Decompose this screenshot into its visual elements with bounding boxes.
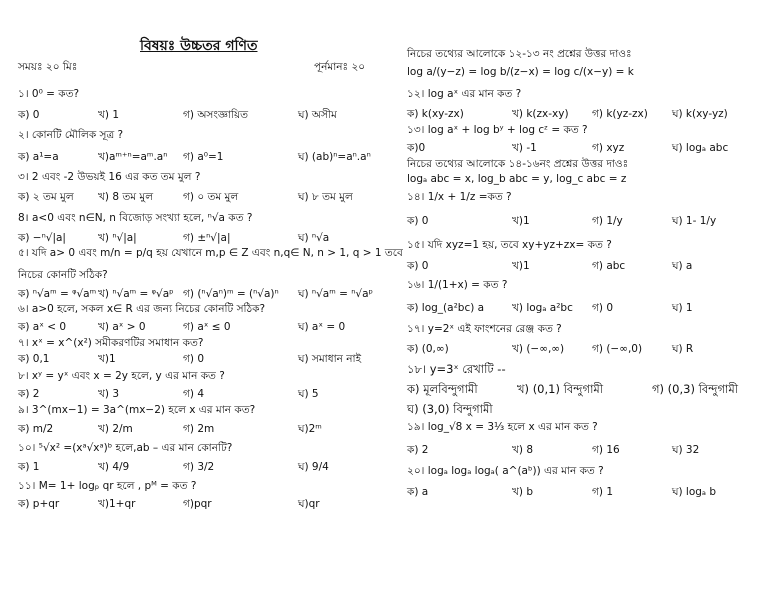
answer-option[interactable]: খ) ⁿ√|a| (98, 232, 137, 244)
answer-option[interactable]: ক) 0 (407, 215, 429, 227)
answer-option[interactable]: ঘ) logₐ abc (672, 142, 729, 154)
answer-option[interactable]: গ) a⁰=1 (183, 151, 224, 163)
question-text: ১১। M= 1+ logₚ qr হলে , pᴹ = কত ? (18, 480, 197, 492)
answer-option[interactable]: গ) 3/2 (183, 461, 215, 473)
question-text: ২। কোনটি মৌলিক সূত্র ? (18, 129, 124, 141)
answer-option[interactable]: ক) a¹=a (18, 151, 59, 163)
options-row (407, 214, 757, 228)
answer-option[interactable]: খ) k(zx-xy) (512, 108, 569, 120)
answer-option[interactable]: খ) b (512, 486, 533, 498)
answer-option[interactable]: ক) মূলবিন্দুগামী (407, 382, 478, 396)
answer-option[interactable]: ঘ) ৮ তম মুল (298, 191, 353, 203)
question-text: নিচের কোনটি সঠিক? (18, 269, 108, 281)
question-text: ৩। 2 এবং -2 উভয়ই 16 এর কত তম মুল ? (18, 171, 201, 183)
answer-option[interactable]: গ) (ⁿ√aⁿ)ᵐ = (ⁿ√a)ⁿ (183, 288, 279, 300)
answer-option[interactable]: ক) aˣ < 0 (18, 321, 67, 333)
question-text: log a/(y−z) = log b/(z−x) = log c/(x−y) = k (407, 66, 634, 78)
answer-option[interactable]: ঘ) 9/4 (298, 461, 329, 473)
answer-option[interactable]: গ) ±ⁿ√|a| (183, 232, 231, 244)
answer-option[interactable]: খ)1 (512, 215, 530, 227)
marks-label: পূর্নমানঃ ২০ (314, 61, 366, 73)
answer-option[interactable]: খ)1 (512, 260, 530, 272)
answer-option[interactable]: খ) 3 (98, 388, 120, 400)
answer-option[interactable]: ঘ)qr (298, 498, 320, 510)
answer-option[interactable]: ক) 2 (18, 388, 40, 400)
options-row (407, 107, 757, 121)
answer-option[interactable]: গ) 16 (592, 444, 620, 456)
answer-option[interactable]: ঘ) (ab)ⁿ=aⁿ.aⁿ (298, 151, 371, 163)
answer-option[interactable]: গ) 4 (183, 388, 204, 400)
answer-option[interactable]: ঘ) সমাধান নাই (298, 353, 362, 365)
answer-option[interactable]: গ) 1 (592, 486, 613, 498)
options-row (18, 422, 378, 436)
answer-option[interactable]: ক)0 (407, 142, 426, 154)
answer-option[interactable]: ক) −ⁿ√|a| (18, 232, 66, 244)
answer-option[interactable]: ক) 0,1 (18, 353, 50, 365)
question-text: ১৬। 1/(1+x) = কত ? (407, 279, 508, 291)
options-row (407, 485, 757, 499)
question-text: ঘ) (3,0) বিন্দুগামী (407, 402, 493, 416)
options-row (18, 460, 378, 474)
answer-option[interactable]: গ) 0 (592, 302, 613, 314)
answer-option[interactable]: গ) 2m (183, 423, 215, 435)
answer-option[interactable]: ক) a (407, 486, 429, 498)
answer-option[interactable]: ঘ) R (672, 343, 694, 355)
answer-option[interactable]: ঘ) ⁿ√a (298, 232, 330, 244)
answer-option[interactable]: খ)1 (98, 353, 116, 365)
question-text: নিচের তথ্যের আলোকে ১৪-১৬নং প্রশ্নের উত্তর দাওঃ (407, 158, 629, 170)
answer-option[interactable]: ঘ) 1 (672, 302, 693, 314)
question-text: ১৪। 1/x + 1/z =কত ? (407, 191, 512, 203)
question-text: নিচের তথ্যের আলোকে ১২-১৩ নং প্রশ্নের উত্তর দাওঃ (407, 48, 632, 60)
answer-option[interactable]: খ) (0,1) বিন্দুগামী (517, 382, 604, 396)
answer-option[interactable]: ক) (0,∞) (407, 343, 449, 355)
answer-option[interactable]: গ) ০ তম মুল (183, 191, 239, 203)
options-row (407, 141, 757, 155)
answer-option[interactable]: ঘ) 1- 1/y (672, 215, 717, 227)
question-text: ১৫। যদি xyz=1 হয়, তবে xy+yz+zx= কত ? (407, 239, 612, 251)
question-text: ৫। যদি a> 0 এবং m/n = p/q হয় যেখানে m,p ∈ Z এবং n,q∈ N, n > 1, q > 1 তবে (18, 247, 403, 259)
answer-option[interactable]: গ) xyz (592, 142, 625, 154)
question-text: ৬। a>0 হলে, সকল x∈ R এর জন্য নিচের কোনটি সঠিক? (18, 303, 266, 315)
answer-option[interactable]: গ) অসংজ্ঞায়িত (183, 109, 249, 121)
question-text: ১৭। y=2ˣ এই ফাংশনের রেঞ্জ কত ? (407, 323, 562, 335)
options-row (18, 287, 378, 301)
options-row (407, 381, 757, 395)
question-text: ১। 0⁰ = কত? (18, 88, 80, 100)
answer-option[interactable]: ক) p+qr (18, 498, 60, 510)
time-label: সময়ঃ ২০ মিঃ (18, 61, 78, 73)
answer-option[interactable]: খ) 8 তম মুল (98, 191, 154, 203)
answer-option[interactable]: গ) (−∞,0) (592, 343, 643, 355)
options-row (18, 352, 378, 366)
answer-option[interactable]: ক) 0 (407, 260, 429, 272)
answer-option[interactable]: ঘ) 32 (672, 444, 700, 456)
answer-option[interactable]: ঘ) ⁿ√aᵐ = ⁿ√aᵖ (298, 288, 374, 300)
options-row (407, 443, 757, 457)
answer-option[interactable]: খ) -1 (512, 142, 537, 154)
answer-option[interactable]: ঘ)2ᵐ (298, 423, 322, 435)
answer-option[interactable]: খ) 4/9 (98, 461, 130, 473)
answer-option[interactable]: ক) k(xy-zx) (407, 108, 464, 120)
answer-option[interactable]: খ) 2/m (98, 423, 133, 435)
answer-option[interactable]: ঘ) অসীম (298, 109, 337, 121)
answer-option[interactable]: ঘ) logₐ b (672, 486, 717, 498)
answer-option[interactable]: গ) 0 (183, 353, 204, 365)
options-row (18, 497, 378, 511)
answer-option[interactable]: ক) 1 (18, 461, 40, 473)
answer-option[interactable]: ক) 2 (407, 444, 429, 456)
question-text: logₐ abc = x, log_b abc = y, log_c abc = z (407, 173, 627, 185)
answer-option[interactable]: গ) 1/y (592, 215, 623, 227)
answer-option[interactable]: গ) (0,3) বিন্দুগামী (652, 382, 739, 396)
answer-option[interactable]: ঘ) aˣ = 0 (298, 321, 346, 333)
answer-option[interactable]: খ)1+qr (98, 498, 136, 510)
answer-option[interactable]: খ) 8 (512, 444, 534, 456)
answer-option[interactable]: খ) aˣ > 0 (98, 321, 146, 333)
question-text: ২০। logₐ logₐ logₐ( a^(aᵇ)) এর মান কত ? (407, 465, 604, 477)
options-row (18, 387, 378, 401)
answer-option[interactable]: ক) m/2 (18, 423, 54, 435)
question-text: ৯। 3^(mx−1) = 3a^(mx−2) হলে x এর মান কত? (18, 404, 256, 416)
question-text: ১৮। y=3ˣ রেখাটি -- (407, 362, 506, 376)
answer-option[interactable]: গ) abc (592, 260, 626, 272)
answer-option[interactable]: ক) 0 (18, 109, 40, 121)
question-text: ১৩। log aˣ + log bʸ + log cᶻ = কত ? (407, 124, 588, 136)
options-row (407, 342, 757, 356)
answer-option[interactable]: খ)aᵐ⁺ⁿ=aᵐ.aⁿ (98, 151, 168, 163)
options-row (18, 190, 378, 204)
question-text: ১২। log aˣ এর মান কত ? (407, 88, 522, 100)
options-row (18, 231, 378, 245)
answer-option[interactable]: গ) aˣ ≤ 0 (183, 321, 231, 333)
options-row (407, 301, 757, 315)
question-text: 8। a<0 এবং n∈N, n বিজোড় সংখ্যা হলে, ⁿ√a কত ? (18, 212, 253, 224)
options-row (18, 320, 378, 334)
answer-option[interactable]: গ) k(yz-zx) (592, 108, 648, 120)
options-row (18, 150, 378, 164)
answer-option[interactable]: ঘ) a (672, 260, 693, 272)
answer-option[interactable]: ক) log_(a²bc) a (407, 302, 485, 314)
question-text: ১৯। log_√8 x = 3⅓ হলে x এর মান কত ? (407, 421, 598, 433)
answer-option[interactable]: খ) (−∞,∞) (512, 343, 565, 355)
question-text: ৭। xˣ = x^(x²) সমীকরণটির সমাধান কত? (18, 337, 204, 349)
question-text: ৮। xʸ = yˣ এবং x = 2y হলে, y এর মান কত ? (18, 370, 225, 382)
question-text: ১০। ⁵√x² =(xᵃ√xᵃ)ᵇ হলে,ab – এর মান কোনটি? (18, 442, 233, 454)
answer-option[interactable]: খ) logₐ a²bc (512, 302, 573, 314)
answer-option[interactable]: ক) ২ তম মুল (18, 191, 74, 203)
answer-option[interactable]: ক) ⁿ√aᵐ = ᵠ√aᵐ (18, 288, 97, 300)
answer-option[interactable]: ঘ) 5 (298, 388, 319, 400)
answer-option[interactable]: ঘ) k(xy-yz) (672, 108, 728, 120)
page-title: বিষয়ঃ উচ্চতর গণিত (140, 38, 258, 54)
options-row (18, 108, 378, 122)
options-row (407, 259, 757, 273)
answer-option[interactable]: খ) 1 (98, 109, 120, 121)
answer-option[interactable]: খ) ⁿ√aᵐ = ᵠ√aᵖ (98, 288, 174, 300)
answer-option[interactable]: গ)pqr (183, 498, 212, 510)
